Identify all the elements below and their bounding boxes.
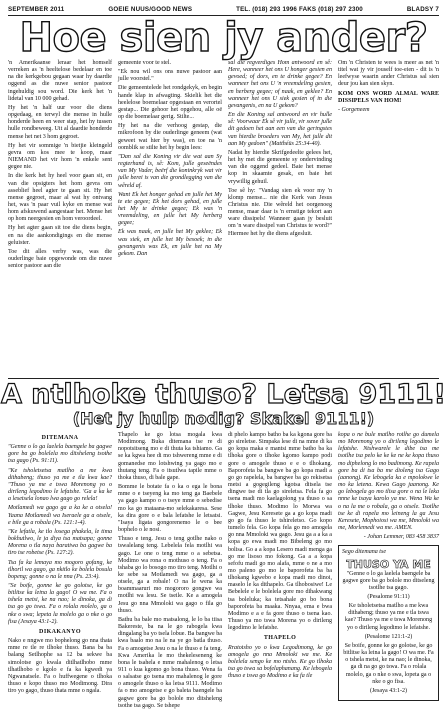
second-subheadline: (Het jy hulp nodig? Skakel 9111!) xyxy=(72,409,375,428)
paragraph: "Ek nou wil ons ons nuwe pastoor aan julle voorstel." xyxy=(118,69,222,83)
issue-date: SEPTEMBER 2011 xyxy=(8,6,65,13)
paragraph: Om 'n Christen te wees is meer as net 'n titel wat jy vir jouself toe-eien - dit is 'n leefwyse waarin ander Christus sal sien deur jou kan sien skyn. xyxy=(338,60,439,88)
bottom-column-1 xyxy=(8,432,112,695)
box-caption: Sego ditemana tse xyxy=(342,549,386,556)
paragraph: gemeente voor te stel. xyxy=(118,60,172,66)
top-column-4 xyxy=(338,60,439,376)
paragraph: Toe sê hy: "Vandag sien ek voor my 'n klomp mense... nie die Kerk van Jesus Christus nie. Die wêreld het oorgenoeg mense, maar daar is 'n ernstige tekort aan ware dissipels! Wanneer gaan jy besluit om 'n ware dissipel van Christus te word?" Hiermee het hy die diens afgesluit. xyxy=(228,187,332,237)
prayer-text: kopa o ne bule matlho rotlhe go dumela mo Morenong yo o dirileng legodimo le lefatshe. Ntshwarele le dibe tsa me tsotlhe tsa pelo ke ke ke ne ke kopa thuso mo diphelong lo mo badimong. Ke rapela gore ba di tsa ba me dioleng tsa Gago (aanong). Ke lebogela ka e mpolokwe le mo ka letena. Kewa Gago jaanong. Ke go lebogela go mo tlisa gore o na le leka nnne ke tsaya karolo ya me. Wena Wa ke o na la me o robala, ga o otsele. Tsotlhe tse ke di rapela mo leineng la ga Jesu Keresete, Mophoiosi wa me, Mmoloki wa me, Morlemedi wa me. AMEN. xyxy=(338,432,439,532)
box-verse: Se boife, gonne ke go golotse, ke go bitlitse ka leina la gago! O wa me. Fa o tshela metsi, ke na nao; le dinoka, ga di na go go tswa. Fa o rolala molelo, ga o nke o swa, lopeta ga o nke o go fisa. xyxy=(343,642,434,685)
scripture-quote: "Genne o lo ga laelela baengele ba gagwe gore ba go bolelela mo ditsheleng tsothe tsa gago (Ps. 91:11). xyxy=(8,444,112,465)
section-heading: DITEMANA xyxy=(41,435,79,441)
call-to-action: KOM ONS WORD ALMAL WARE DISSIPELS VAN HOM! xyxy=(338,90,439,104)
box-reference: (Jesaya 43:1-2) xyxy=(369,687,408,694)
box-reference: (Pesalome 121:1-2) xyxy=(364,633,413,640)
top-column-1 xyxy=(8,60,112,376)
contact-numbers: TEL. (018) 293 1996 FAKS (018) 297 2300 xyxy=(236,6,363,13)
box-title: THUSO YA ME xyxy=(346,557,431,571)
second-headline: A ntlhoke thuso? Letsa 9111! xyxy=(1,379,446,410)
paragraph: Hy het 'n half uur voor die diens opgedaag, en terwyl die mense in hulle honderde heen en weer stap, het hy tussen hulle rondbeweeg. Uit al daardie honderde mense het net 3 hom gegroet. xyxy=(8,104,112,140)
attribution: - Johan Lemmer, 083 458 3837 xyxy=(363,534,439,541)
bottom-column-2 xyxy=(118,432,222,709)
paragraph: In die kerk het hy heel voor gaan sit, en van die opsigters het hom gevra om asseblief heel agter te gaan sit. Hy het mense gegroet, maar al wat hy ontvang het, was 'n paar vuil kyke en mense wat hom afskuwend aangestaar het. Mense het op hom neergesien en hom veroordeel. xyxy=(8,173,112,223)
bottom-article xyxy=(8,432,439,709)
paragraph: Thuso e teng. Jesu o teng gotlhe nako o tswalelang teng. Lebelela fela motlhi wa gago. Le one o teng mme o a sebetsa. Modimo wa rona o mothuso o teng. Fa o tshaba go lo bosogo mo tiro teng. Motlhi o ke sebe sa Motlamedi wa gago, ga a otsele, ga a robale! O na le wena ka boammaaruri mo mogororo gongwe wa motlhi wa lesu. Se tseile. Ke a amogela Jesu go nna Mmoloki wa gago o fila go thuso. xyxy=(118,536,222,614)
newspaper-name: GOEIE NUUS/GOOD NEWS xyxy=(108,6,193,13)
scripture-quote: "Se boife, gonne ke go golotse, ke go bitlitse ka leina la gago! O wa me. Fa o tshela metsi, ke na nao; le dinoka, ga di tsa go go tswa. Fa o rolala molelo, ga o nke o swa; lepeta la molelo ga o nke o go fisa (Jesaya 43:1-2). xyxy=(8,582,112,625)
paragraph: Nadat hy hierdie Skrifgedeelte gelees het, het hy met die gemeente sy ondervinding van die oggend gedeel. Baie het mense kop in skaamte gesak, en baie het vrywillig gehuil. xyxy=(228,149,332,185)
paragraph: Nako e nngwe mo bophelong go nna thata mme re tle re tlhoke thuso. Bana ba ba balang Setlhophe sa 12 ba sekwe ba simolotse go kwala ditlhatlhobo mme tlhatlhobo e kgolo e fa ka kgwedi ya Ngwanatsele. Fa o huffwegene o tlhoka thuso e kopo thuso mo Modimong. Dira tiro yo gago, thuso thata mme o ngala. xyxy=(8,638,112,695)
paragraph: Hy het agter gaan sit toe die diens begin, en na die aankondigings en die mense geluister. xyxy=(8,225,112,246)
box-verse: Ke tsholetsetsa matlho a me kwa dithabeng; thuso ya me e tla tswa kae? Thuso ya me e tswa Morenong yo o dirileng legodimo le lefatshe. xyxy=(344,603,433,631)
prayer-text: Rratotsho yo o kwa Legodimong, ke go amogela go nna Mmoloki wa me. Ke bolelela sengo ke mo ntsho. Ke go tlhoka tsa go tswa sa bofelaphanang. Ke lebogela thuso e tswa go Modimo e ka fa tle xyxy=(228,644,332,680)
top-article xyxy=(8,60,439,376)
page-number: BLADSY 7 xyxy=(406,6,439,13)
box-verse: "Genne o lo ga laelela baengele ba gagwe gore ba go bolole mo ditseleng tsotlhe tsa gago. xyxy=(342,570,435,591)
paragraph: Toe dit alles verby was, was die ouderlinge baie opgewonde om die nuwe senior pastoor aan die xyxy=(8,248,112,270)
scripture-quote: "Dan sal die Koning vir die wat aan Sy regterhand is, sê: Kom, julle geseëndes van My Vader, beërf die koninkryk wat vir julle berei is van die grondlegging van die wêreld af. xyxy=(118,153,222,189)
section-heading: DIKAKANYO xyxy=(39,628,81,635)
article-headline: Hoe sien jy ander? xyxy=(19,15,428,61)
section-heading: THAPELO xyxy=(263,635,297,642)
paragraph: 'n Amerikaanse leraar het homself verreken as 'n heeltelose bedelaar en toe na die kerkgebou gegaan waar hy daardie oggend as die nuwe senior pastoor ingehuldig sou word. Die kerk het 'n lidetal van 10 000 gehad. xyxy=(8,60,112,102)
scripture-quote: Tsa fa ka lemaya mo mogoro gofang, ke tlhoril wa gago, ga nkitlo ke bolela bosula bopeng; gonne o na le nna (Ps. 23:4). xyxy=(8,559,112,580)
scripture-quote: "Ke tsholetsetsa matlho a me kwa dithabeng; thuso ya me e tla kwa kae? "Thuso ya me e tswa Morenong yo o dirileng legodimo le lefatshe. 'Ga a ka ke a lesetsela lonao lwa gago go relela! xyxy=(8,467,112,503)
scripture-quote: Ek was naak, en julle het My geklee; Ek was siek, en julle het My besoek; in die gevangenis was Ek, en julle het na My gekom. Dan xyxy=(118,229,222,257)
bottom-column-4 xyxy=(338,432,439,694)
scripture-quote: En die Koning sal antwoord en vir hulle sê: Voorwaar Ek sê vir julle, vir sover julle dit gedoen het aan een van die geringstes van hierdie broeders van My, het julle dit aan My gedoen" (Matthéüs 25:34-40). xyxy=(228,112,332,147)
scripture-quote: sal die regverdiges Hom antwoord en sê: Here, wanneer het ons U honger gesien en gevoed; of dors, en te drinke gegee? En wanneer het ons U 'n vreemdeling gesien, en herberg gegee; of naak, en geklee? En wanneer het ons U siek gesien of in die gevangenis, en na U gekom? xyxy=(228,60,332,109)
paragraph: Bathu ba bale mo matsalong, le lo ba tiisa Bakereste, ba na le go rabogela kwa dingalang ba yo tsela lobue. Ba bangwe ba kwa baalo mo na le na ye go batla thuso. Fa o amogetse Jesu o na le thuso e fa teng. Kwa Amerika le mo thekeleseneng ke bona le tsahela e mme mahalenog o letsa 911 o kua kgomo go bona thuso. Wena fa o salsatse go tsena mo mahalenog le gore o amogele thuso o ka letsa 9111. Modimo fa o mo amogetse e go baleta baengele ba gagwe gore ba go bolole mo ditsheleng tsothe tsa gago. Se tshepe xyxy=(118,616,222,709)
attribution: - Gorgeneem xyxy=(338,106,370,113)
paragraph: Die gemeentelede het rondgekyk, en begin hande klap in afwagting. Skielik het die heelelose boemelaar opgestaan en verortel gestap... Die gehoor het opgehou, alle oë op die boemelaar gerig. Stilte... xyxy=(118,85,222,121)
box-reference: (Pesalome 91:11) xyxy=(367,593,410,600)
scripture-box xyxy=(338,545,439,701)
paragraph: Bomme le botate fa o ka o ega le bona mme o e tseyeng ka mo teng ga Baebele ya gago kampo o o tseye mme o sebedise mo ka go mataana-mo selekakaresa. Sese ka dira gore o e bala lefatshe le letsatsi. "Isaya ligata gongorenemo le o bee bophelo o le nosi. xyxy=(118,484,222,534)
paragraph: Hy het vir sommige 'n bietjie kleingeld gevra om kos mee te koop, maar NIEMAND het vir hom 'n enkele sent gegee nie. xyxy=(8,142,112,171)
top-column-2 xyxy=(118,60,222,376)
scripture-quote: Motlamedi wa gago ga a ka ke a otsela! Yaana Motlamedi wa Iseraele ga a otsele, e bile ga a robala (Ps. 121:1-4). xyxy=(8,505,112,526)
paragraph: Hy het na die verhoog gestap, die mikrofoon by die ouderlinge geneem (wat geweet wat hier by was), en toe na 'n oomblik se stilte het hy begin lees: xyxy=(118,123,222,151)
paragraph: di phelo kampo batho ba ka kgona gore ba go sireletse. Simpaka lese di na mme di ka go kopa maka e mantsi mme batho ba ka tlhoka gore o tlhoke kgomo kampo podi gore o amogele thuso e e o tlhokang. Baporofeta ba bangwe ba go kopa madi a go go rapelela, ba bangwe ba go rekisetsa metsi a gogegileng kgotsa ditsela tse dingwe tse di tla go sireletsa. Fela fa go tsena madi mo kaelagolong ya thuso o sa tlhoke thuso. Modimo lo Morwa wa Gagwe, Jesu Keresete ga a go kopa madi go go fa thuso le tshireletso. Go kopo tumelo fela. Go kopa fela go mo amogela go nna Mmoloki wa gago. Jesu ga a a ka a kopa go ewa madi mo Bibeleng go mo bolisa. Go a a kopa Lesero madi menga ga go me lisoso mo fokong. Ga a a kopa sefofu madi go mo alafa, mme o ne a mo mo paleno go mo le baporofeta ba ba tlhokang kgwebo e kopa madi mo dinoi, maselo le ka dithapelo. Ga tlhobosiwe! Le Bebelele e le bolelela gore mo dihakwang tsa boleluka; ka tetsahale go bo bona baporofeta ba maaka. Nnyaa, ema e bwa Modimo e a e fa gore thuso o tsena kao. Thuso ya mo tswa Morena yo o dirileng legodimo le lefatshe. xyxy=(228,432,332,632)
top-column-3 xyxy=(228,60,332,376)
paragraph: Thapelo ke go lotsa mogala kwa Modimong. Buka ditemana tse re di nopotsitseng mo e di thuta ka tshiamo. Ga se ka kgwa hee di mo tshwereng mme e di gomanedse mo lotshwing ya gago mo e thutang teng. Fa o itsutlwa tapile mme o thoka thuso, di bale gape. xyxy=(118,432,222,481)
scripture-quote: Want Ek het honger gehad en julle het My te ete gegee; Ek het dors gehad, en julle het My te drinke gegee; Ek was 'n vreemdeling, en julle het My herberg gegee; xyxy=(118,191,222,227)
bottom-column-3 xyxy=(228,432,332,680)
scripture-quote: "Ke lefatla, ke tlo losega phakela, le tima bokhutlwo, le ja diya tsa matsapa; gonne Morena o tla naya baratiwa ba gagwe ba tiro tse robetse (Ps. 127:2). xyxy=(8,528,112,557)
